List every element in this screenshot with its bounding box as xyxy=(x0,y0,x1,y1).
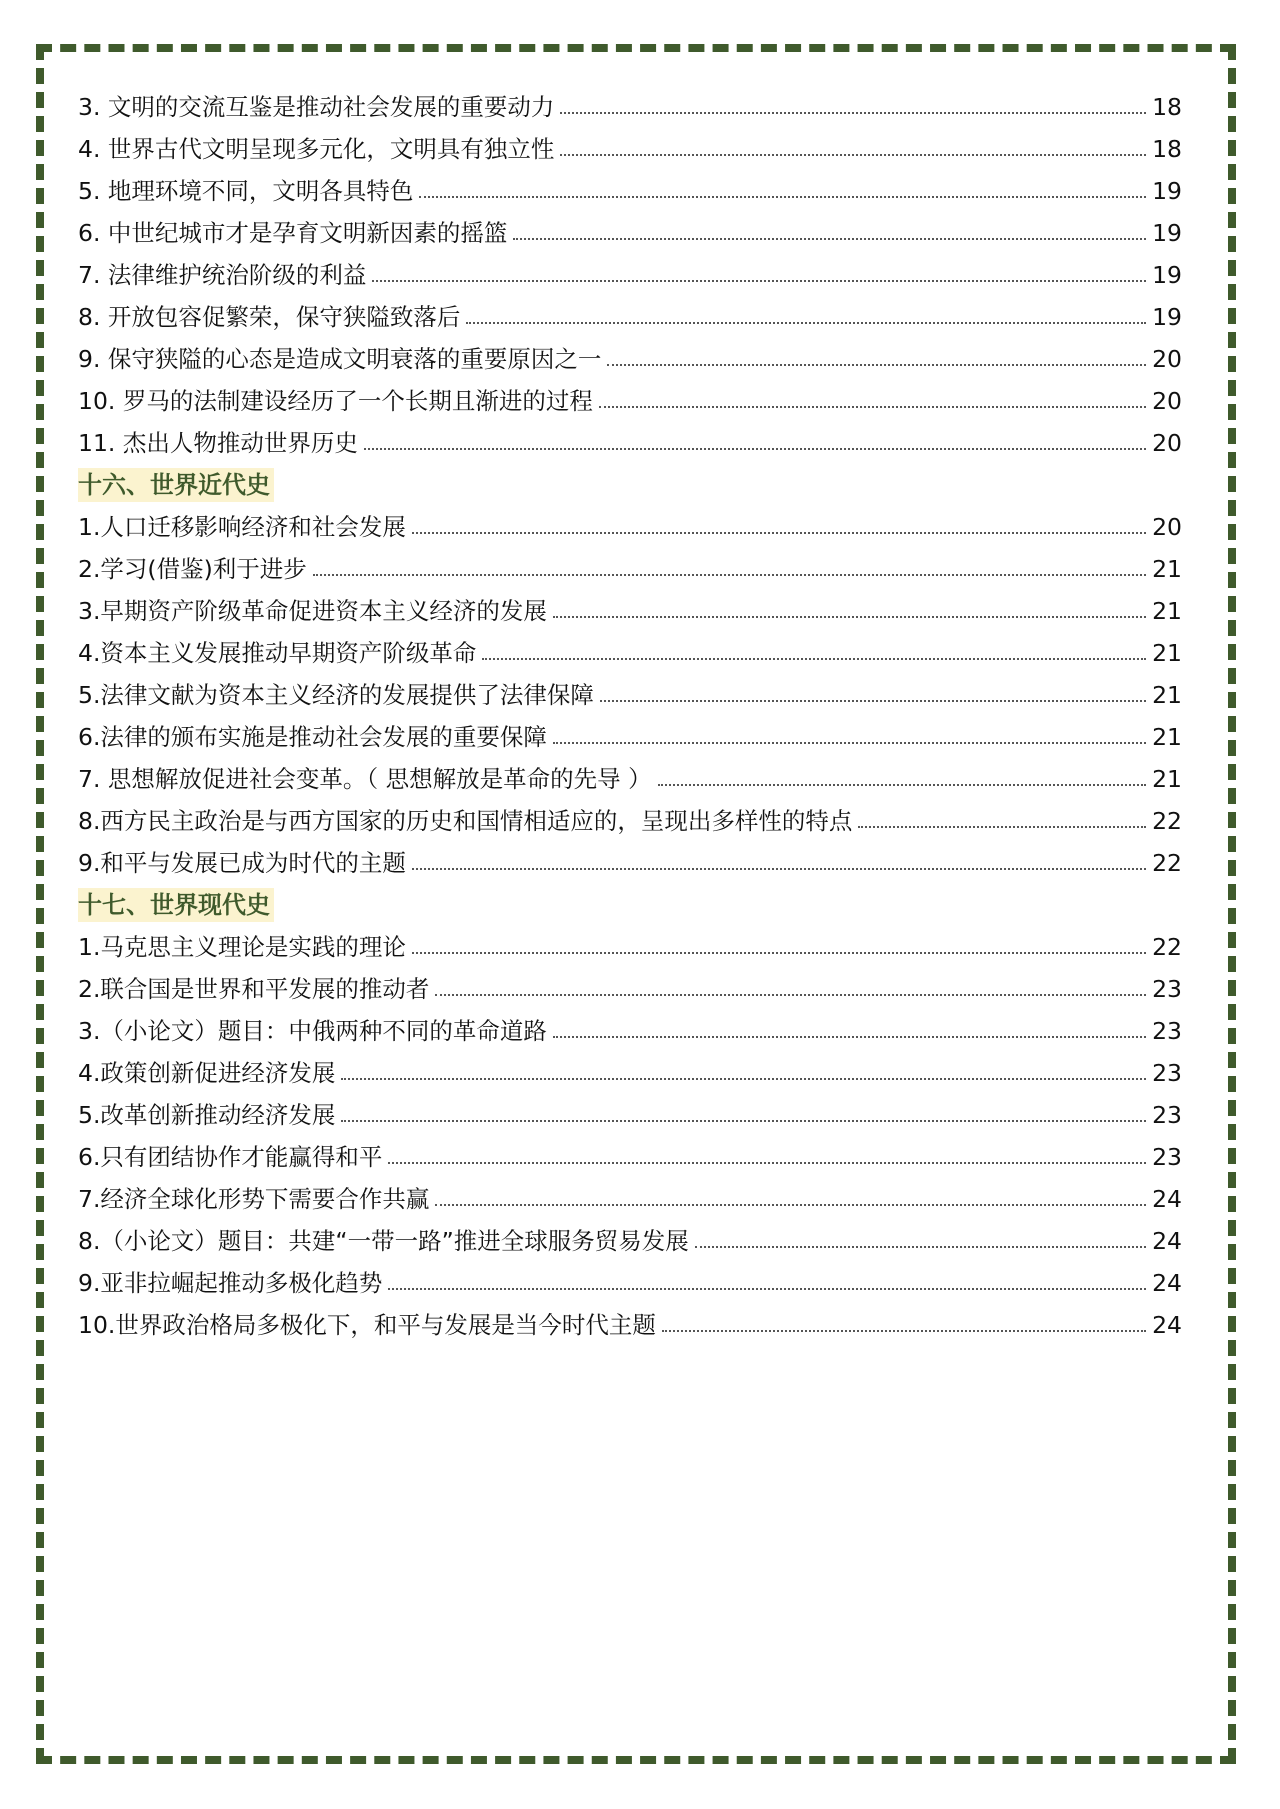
toc-entry[interactable] xyxy=(78,1046,1182,1088)
section-heading-row xyxy=(78,458,1182,500)
dot-leader xyxy=(364,448,1146,450)
toc-entry-title: 4. 世界古代文明呈现多元化，文明具有独立性 xyxy=(78,135,555,163)
toc-entry-page: 24 xyxy=(1152,1269,1182,1297)
toc-entry[interactable] xyxy=(78,374,1182,416)
dot-leader xyxy=(435,994,1146,996)
dot-leader xyxy=(313,574,1146,576)
toc-entry-page: 21 xyxy=(1152,765,1182,793)
dot-leader xyxy=(412,952,1146,954)
toc-entry-title: 8. 开放包容促繁荣，保守狭隘致落后 xyxy=(78,303,461,331)
toc-entry-page: 23 xyxy=(1152,1059,1182,1087)
toc-entry-title: 10. 罗马的法制建设经历了一个长期且渐进的过程 xyxy=(78,387,593,415)
dot-leader xyxy=(858,826,1146,828)
dot-leader xyxy=(412,868,1146,870)
toc-entry-title: 1.人口迁移影响经济和社会发展 xyxy=(78,513,406,541)
dot-leader xyxy=(560,112,1146,114)
toc-entry-page: 20 xyxy=(1152,513,1182,541)
toc-entry-page: 20 xyxy=(1152,429,1182,457)
toc-entry-title: 9.亚非拉崛起推动多极化趋势 xyxy=(78,1269,383,1297)
dot-leader xyxy=(388,1162,1146,1164)
toc-entry[interactable] xyxy=(78,1130,1182,1172)
section-heading-modern-history[interactable]: 十六、世界近代史 xyxy=(78,468,274,502)
toc-entry-title: 6. 中世纪城市才是孕育文明新因素的摇篮 xyxy=(78,219,508,247)
toc-entry-title: 9. 保守狭隘的心态是造成文明衰落的重要原因之一 xyxy=(78,345,602,373)
toc-entry-page: 22 xyxy=(1152,849,1182,877)
toc-entry[interactable] xyxy=(78,668,1182,710)
toc-entry-page: 20 xyxy=(1152,345,1182,373)
dot-leader xyxy=(341,1078,1146,1080)
toc-entry[interactable] xyxy=(78,1298,1182,1340)
toc-entry[interactable] xyxy=(78,1256,1182,1298)
toc-entry[interactable] xyxy=(78,164,1182,206)
dot-leader xyxy=(466,322,1146,324)
toc-entry-page: 22 xyxy=(1152,807,1182,835)
dot-leader xyxy=(600,700,1146,702)
toc-entry-title: 3. 文明的交流互鉴是推动社会发展的重要动力 xyxy=(78,93,555,121)
toc-entry-page: 21 xyxy=(1152,555,1182,583)
section-heading-row xyxy=(78,878,1182,920)
toc-entry-page: 18 xyxy=(1152,135,1182,163)
dot-leader xyxy=(412,532,1146,534)
toc-entry-title: 8.西方民主政治是与西方国家的历史和国情相适应的，呈现出多样性的特点 xyxy=(78,807,853,835)
toc-entry-title: 2.联合国是世界和平发展的推动者 xyxy=(78,975,430,1003)
toc-entry-page: 24 xyxy=(1152,1185,1182,1213)
toc-entry-title: 11. 杰出人物推动世界历史 xyxy=(78,429,358,457)
toc-entry[interactable] xyxy=(78,710,1182,752)
toc-entry-title: 7. 思想解放促进社会变革。（ 思想解放是革命的先导 ） xyxy=(78,765,652,793)
dot-leader xyxy=(553,616,1146,618)
toc-entry-page: 22 xyxy=(1152,933,1182,961)
toc-entry-page: 21 xyxy=(1152,597,1182,625)
dot-leader xyxy=(599,406,1146,408)
toc-entry[interactable] xyxy=(78,752,1182,794)
toc-entry-page: 23 xyxy=(1152,1101,1182,1129)
toc-entry-title: 7. 法律维护统治阶级的利益 xyxy=(78,261,367,289)
dot-leader xyxy=(482,658,1146,660)
toc-entry-page: 19 xyxy=(1152,219,1182,247)
toc-entry[interactable] xyxy=(78,332,1182,374)
dot-leader xyxy=(607,364,1146,366)
dot-leader xyxy=(341,1120,1146,1122)
toc-entry-title: 3.早期资产阶级革命促进资本主义经济的发展 xyxy=(78,597,547,625)
toc-entry[interactable] xyxy=(78,290,1182,332)
toc-entry-page: 23 xyxy=(1152,1017,1182,1045)
toc-entry[interactable] xyxy=(78,206,1182,248)
toc-entry-title: 6.只有团结协作才能赢得和平 xyxy=(78,1143,383,1171)
toc-entry[interactable] xyxy=(78,1088,1182,1130)
toc-entry-title: 1.马克思主义理论是实践的理论 xyxy=(78,933,406,961)
toc-entry-page: 20 xyxy=(1152,387,1182,415)
dot-leader xyxy=(560,154,1146,156)
toc-entry[interactable] xyxy=(78,836,1182,878)
dot-leader xyxy=(658,784,1147,786)
toc-entry-page: 24 xyxy=(1152,1227,1182,1255)
section-heading-contemporary-history[interactable]: 十七、世界现代史 xyxy=(78,888,274,922)
dot-leader xyxy=(513,238,1146,240)
toc-entry-page: 23 xyxy=(1152,975,1182,1003)
toc-entry[interactable] xyxy=(78,1172,1182,1214)
toc-entry[interactable] xyxy=(78,626,1182,668)
toc-entry-title: 10.世界政治格局多极化下，和平与发展是当今时代主题 xyxy=(78,1311,656,1339)
toc-entry[interactable] xyxy=(78,542,1182,584)
dot-leader xyxy=(662,1330,1146,1332)
toc-entry[interactable] xyxy=(78,794,1182,836)
dot-leader xyxy=(695,1246,1146,1248)
toc-entry-title: 7.经济全球化形势下需要合作共赢 xyxy=(78,1185,430,1213)
dot-leader xyxy=(419,196,1146,198)
toc-entry-page: 21 xyxy=(1152,639,1182,667)
toc-entry-title: 5. 地理环境不同，文明各具特色 xyxy=(78,177,414,205)
toc-entry[interactable] xyxy=(78,1004,1182,1046)
dot-leader xyxy=(553,742,1146,744)
toc-entry-page: 23 xyxy=(1152,1143,1182,1171)
toc-entry[interactable] xyxy=(78,122,1182,164)
toc-entry-title: 5.法律文献为资本主义经济的发展提供了法律保障 xyxy=(78,681,594,709)
toc-entry-page: 19 xyxy=(1152,177,1182,205)
toc-entry[interactable] xyxy=(78,584,1182,626)
dot-leader xyxy=(435,1204,1146,1206)
toc-entry[interactable] xyxy=(78,920,1182,962)
dot-leader xyxy=(388,1288,1146,1290)
toc-entry-page: 21 xyxy=(1152,681,1182,709)
dot-leader xyxy=(372,280,1146,282)
toc-entry-title: 3.（小论文）题目：中俄两种不同的革命道路 xyxy=(78,1017,547,1045)
toc-entry-title: 4.政策创新促进经济发展 xyxy=(78,1059,336,1087)
toc-entry-page: 18 xyxy=(1152,93,1182,121)
dot-leader xyxy=(553,1036,1146,1038)
toc-entry-page: 19 xyxy=(1152,303,1182,331)
toc-entry[interactable] xyxy=(78,248,1182,290)
toc-entry-title: 6.法律的颁布实施是推动社会发展的重要保障 xyxy=(78,723,547,751)
toc-entry-title: 9.和平与发展已成为时代的主题 xyxy=(78,849,406,877)
toc-entry-page: 24 xyxy=(1152,1311,1182,1339)
toc-entry[interactable] xyxy=(78,1214,1182,1256)
toc-entry-title: 4.资本主义发展推动早期资产阶级革命 xyxy=(78,639,477,667)
toc-entry-title: 8.（小论文）题目：共建“一带一路”推进全球服务贸易发展 xyxy=(78,1227,689,1255)
toc-entry-title: 2.学习(借鉴)利于进步 xyxy=(78,555,307,583)
toc-entry[interactable] xyxy=(78,962,1182,1004)
toc-entry-title: 5.改革创新推动经济发展 xyxy=(78,1101,336,1129)
toc-entry-page: 19 xyxy=(1152,261,1182,289)
toc-entry-page: 21 xyxy=(1152,723,1182,751)
toc-entry[interactable] xyxy=(78,80,1182,122)
table-of-contents xyxy=(78,80,1182,1340)
toc-entry[interactable] xyxy=(78,416,1182,458)
toc-entry[interactable] xyxy=(78,500,1182,542)
